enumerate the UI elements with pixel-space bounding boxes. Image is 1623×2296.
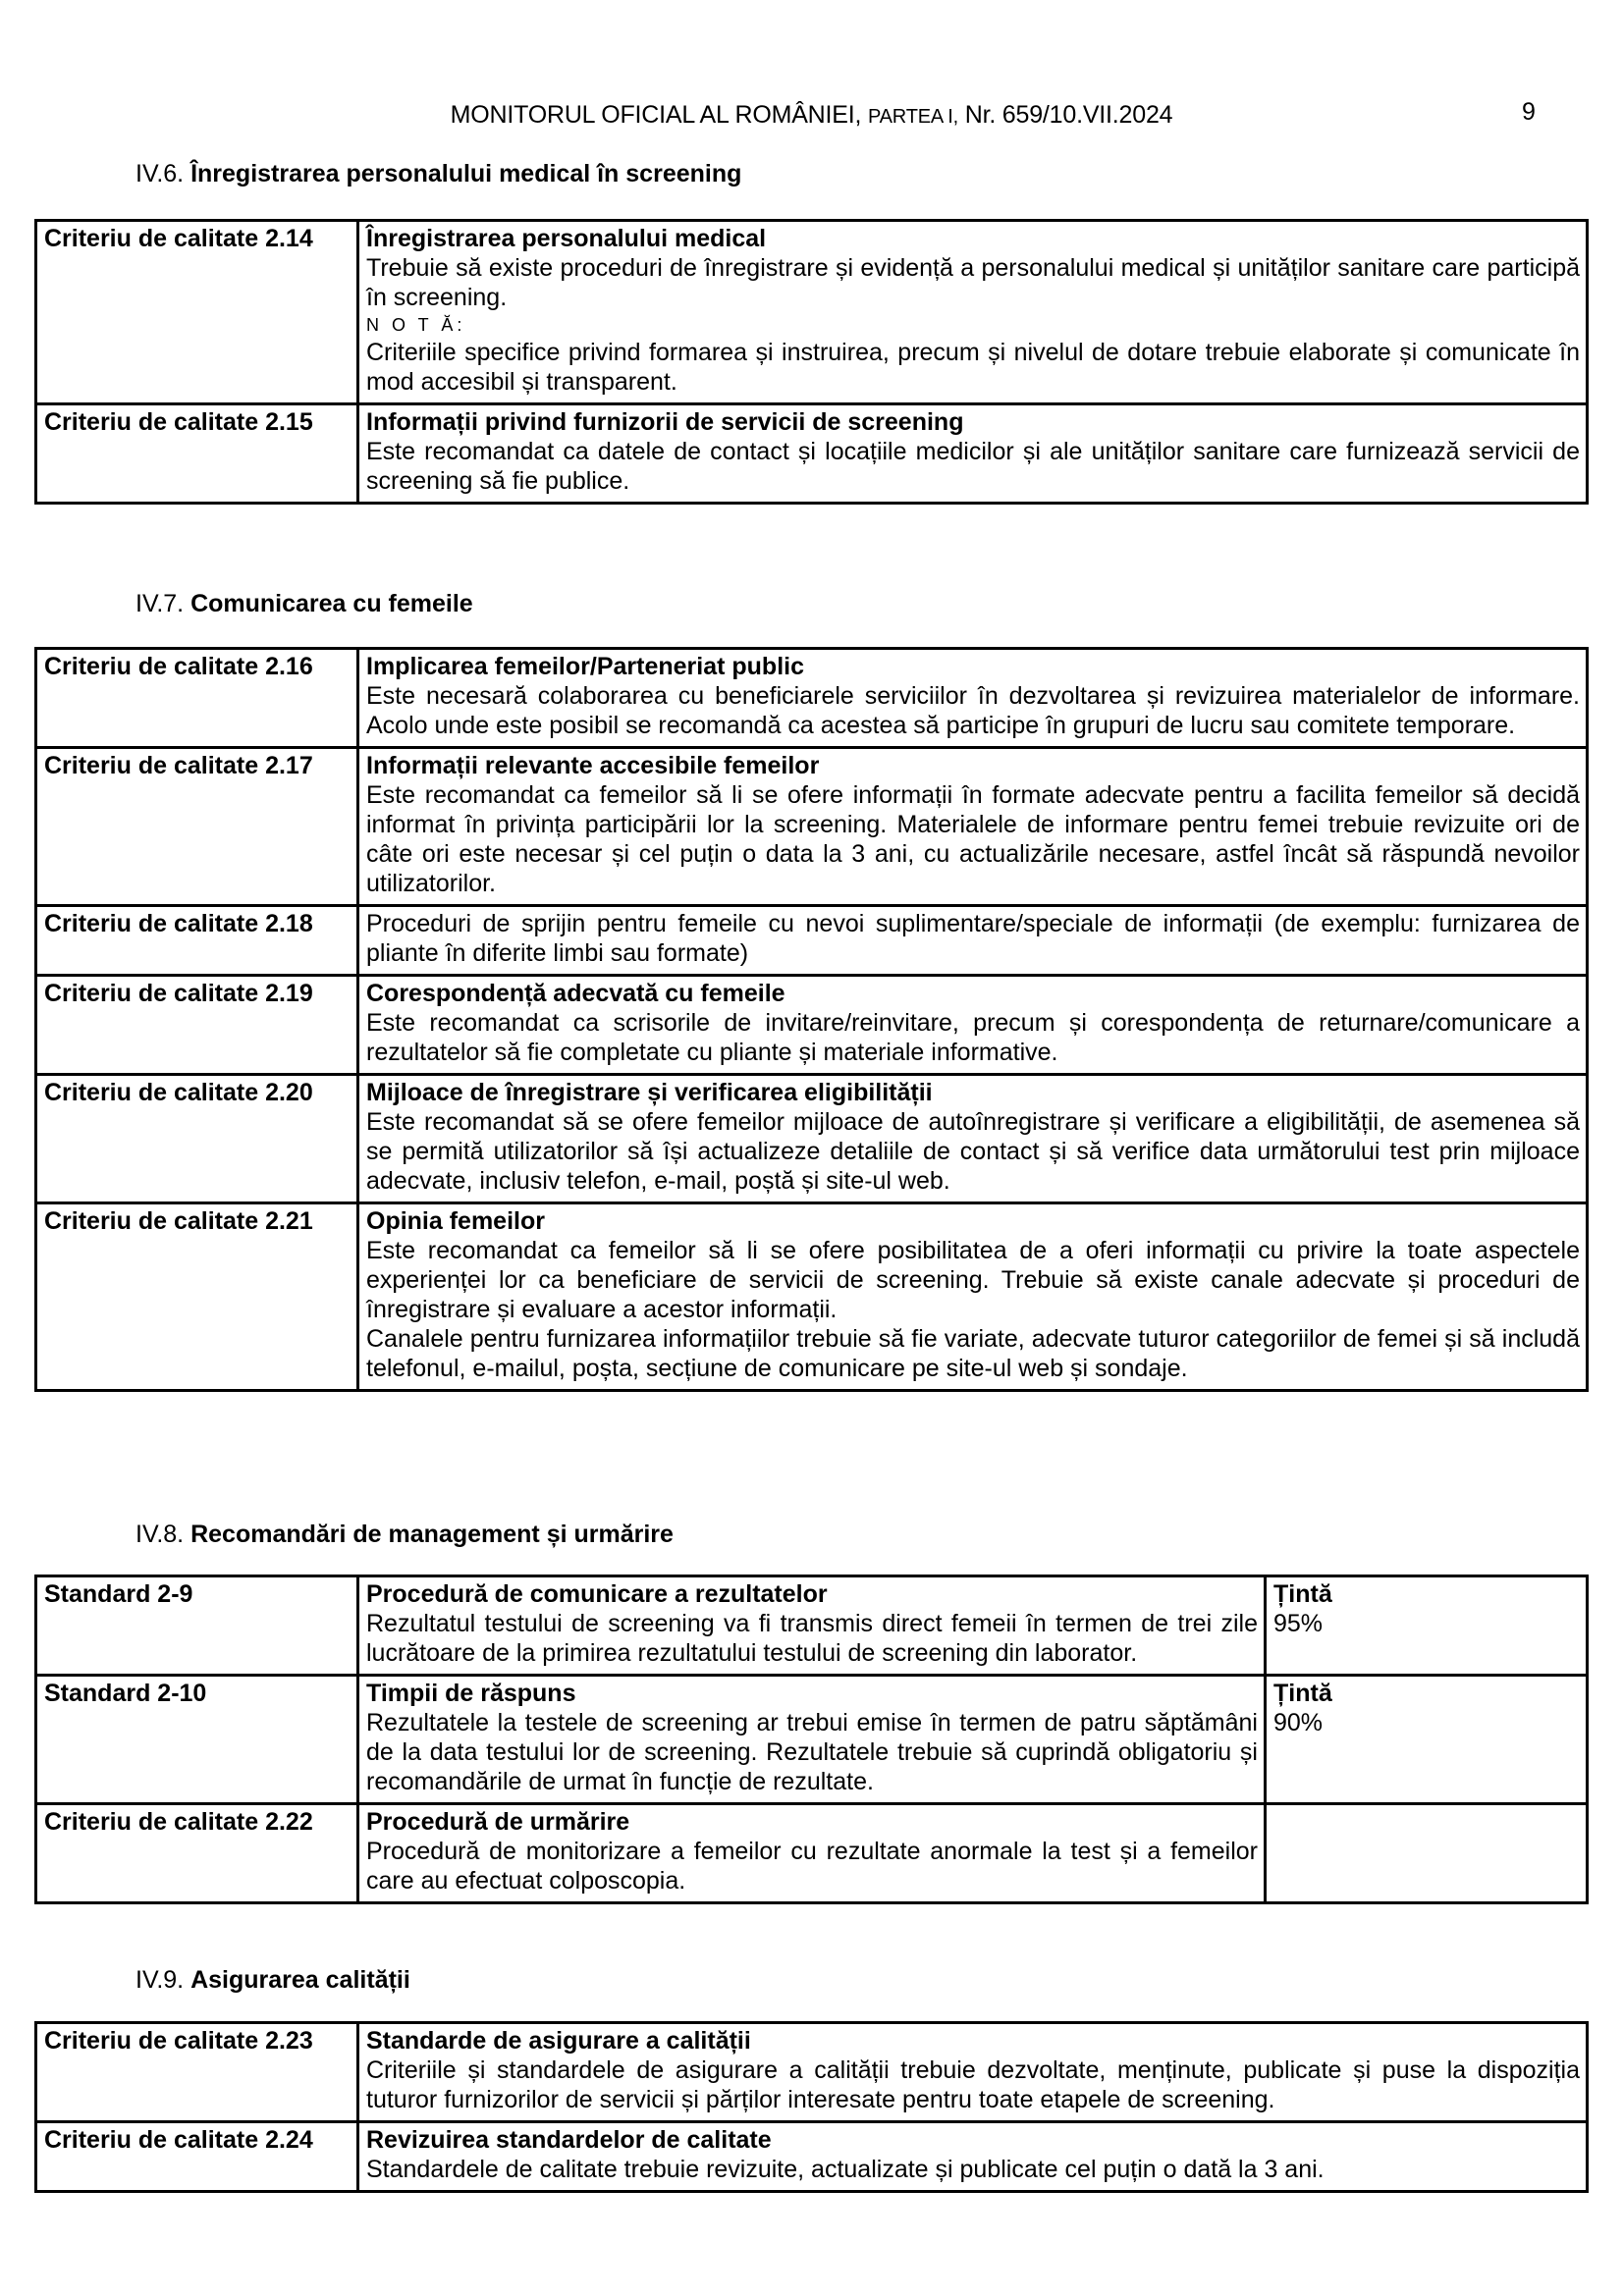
criterion-body: Este recomandat ca scrisorile de invitare/reinvitare, precum și corespondența de returnare/comunicare a rezultatelor să fie completate cu pliante și materiale informative. (366, 1009, 1580, 1066)
criterion-label: Criteriu de calitate 2.22 (36, 1804, 358, 1903)
criterion-body: Este recomandat ca datele de contact și locațiile medicilor și ale unităților sanitare care furnizează servicii de screening să fie publice. (366, 438, 1580, 495)
standard-body: Rezultatul testului de screening va fi transmis direct femeii în termen de trei zile lucrătoare de la primirea rezultatului testului de screening din laborator. (366, 1610, 1258, 1667)
criterion-content (358, 1075, 1588, 1203)
criterion-title: Implicarea femeilor/Parteneriat public (366, 653, 804, 680)
criterion-content (358, 649, 1588, 748)
criterion-body: Procedură de monitorizare a femeilor cu rezultate anormale la test și a femeilor care au efectuat colposcopia. (366, 1838, 1258, 1895)
target-label: Țintă (1273, 1580, 1332, 1608)
table-iv6 (34, 219, 1589, 505)
header-title: MONITORUL OFICIAL AL ROMÂNIEI, (450, 101, 862, 129)
criterion-label: Criteriu de calitate 2.20 (36, 1075, 358, 1203)
criterion-content (358, 221, 1588, 404)
criterion-title: Informații privind furnizorii de servicii de screening (366, 408, 964, 436)
target-label: Țintă (1273, 1680, 1332, 1707)
standard-body: Rezultatele la testele de screening ar trebui emise în termen de patru săptămâni de la data testului lor de screening. Rezultatele trebuie să cuprindă obligatoriu și recomandările de urmat în funcție de rezultate. (366, 1709, 1258, 1795)
page-header (0, 101, 1623, 130)
table-iv7 (34, 647, 1589, 1392)
criterion-title: Informații relevante accesibile femeilor (366, 752, 820, 779)
standard-title: Procedură de comunicare a rezultatelor (366, 1580, 828, 1608)
note-label: N O T Ă: (366, 315, 466, 335)
target-value: 90% (1273, 1709, 1324, 1736)
section-title-iv9 (135, 1966, 410, 1995)
criterion-title: Revizuirea standardelor de calitate (366, 2126, 772, 2154)
target-cell (1266, 1576, 1588, 1676)
section-number: IV.6. (135, 160, 185, 187)
criterion-label: Criteriu de calitate 2.21 (36, 1203, 358, 1391)
criterion-content (358, 976, 1588, 1075)
table-iv8 (34, 1575, 1589, 1904)
section-heading: Comunicarea cu femeile (190, 590, 473, 617)
table-row (36, 221, 1588, 404)
criterion-title: Standarde de asigurare a calității (366, 2027, 751, 2055)
table-row (36, 906, 1588, 976)
criterion-label: Criteriu de calitate 2.23 (36, 2023, 358, 2122)
criterion-title: Corespondență adecvată cu femeile (366, 980, 785, 1007)
criterion-content (358, 404, 1588, 504)
criterion-body: Standardele de calitate trebuie revizuite, actualizate și publicate cel puțin o dată la 3 ani. (366, 2156, 1325, 2183)
criterion-body: Este recomandat ca femeilor să li se ofere posibilitatea de a oferi informații cu privire la toate aspectele experienței lor ca beneficiare de servicii de screening. Trebuie să existe canale adecvate și proceduri de înregistrare și evaluare a acestor informații. (366, 1237, 1580, 1323)
criterion-label: Criteriu de calitate 2.14 (36, 221, 358, 404)
criterion-label: Criteriu de calitate 2.18 (36, 906, 358, 976)
header-part: PARTEA I, (868, 106, 958, 128)
standard-content (358, 1676, 1266, 1804)
section-title-iv8 (135, 1521, 674, 1549)
standard-content (358, 1576, 1266, 1676)
criterion-content (358, 1203, 1588, 1391)
criterion-body: Este recomandat ca femeilor să li se ofere informații în formate adecvate pentru a facilita femeilor să decidă informat în privința participării lor la screening. Materialele de informare pentru femei trebuie revizuite ori de câte ori este necesar și cel puțin o data la 3 ani, cu actualizările necesare, astfel încât să răspundă nevoilor utilizatorilor. (366, 781, 1580, 897)
table-row (36, 748, 1588, 906)
criterion-body-2: Canalele pentru furnizarea informațiilor trebuie să fie variate, adecvate tuturor categoriilor de femei și să includă telefonul, e-mailul, poșta, secțiune de comunicare pe site-ul web și sondaje. (366, 1325, 1580, 1382)
criterion-label: Criteriu de calitate 2.17 (36, 748, 358, 906)
criterion-content (358, 1804, 1266, 1903)
section-number: IV.8. (135, 1521, 185, 1548)
table-row (36, 1203, 1588, 1391)
criterion-body: Trebuie să existe proceduri de înregistrare și evidență a personalului medical și unităților sanitare care participă în screening. (366, 254, 1580, 311)
criterion-label: Criteriu de calitate 2.19 (36, 976, 358, 1075)
table-row (36, 404, 1588, 504)
section-heading: Recomandări de management și urmărire (190, 1521, 674, 1548)
criterion-content (358, 2023, 1588, 2122)
criterion-body: Proceduri de sprijin pentru femeile cu nevoi suplimentare/speciale de informații (de exemplu: furnizarea de pliante în diferite limbi sau formate) (366, 910, 1580, 967)
criterion-title: Înregistrarea personalului medical (366, 225, 767, 252)
table-row (36, 976, 1588, 1075)
criterion-content (358, 906, 1588, 976)
standard-title: Timpii de răspuns (366, 1680, 576, 1707)
note-body: Criteriile specifice privind formarea și instruirea, precum și nivelul de dotare trebuie elaborate și comunicate în mod accesibil și transparent. (366, 339, 1580, 396)
criterion-label: Criteriu de calitate 2.15 (36, 404, 358, 504)
page-number: 9 (1522, 98, 1536, 126)
section-number: IV.7. (135, 590, 185, 617)
table-row (36, 2122, 1588, 2192)
table-row (36, 649, 1588, 748)
section-title-iv6 (135, 160, 741, 188)
table-row (36, 1075, 1588, 1203)
criterion-content (358, 748, 1588, 906)
target-cell (1266, 1676, 1588, 1804)
section-title-iv7 (135, 590, 473, 618)
table-row (36, 1804, 1588, 1903)
criterion-body: Este recomandat să se ofere femeilor mijloace de autoînregistrare și verificare a eligibilității, de asemenea să se permită utilizatorilor să își actualizeze detaliile de contact și să verifice data următorului test prin mijloace adecvate, inclusiv telefon, e-mail, poștă și site-ul web. (366, 1108, 1580, 1195)
target-cell (1266, 1804, 1588, 1903)
criterion-body: Este necesară colaborarea cu beneficiarele serviciilor în dezvoltarea și revizuirea materialelor de informare. Acolo unde este posibil se recomandă ca acestea să participe în grupuri de lucru sau comitete temporare. (366, 682, 1580, 739)
table-row (36, 1576, 1588, 1676)
criterion-label: Criteriu de calitate 2.24 (36, 2122, 358, 2192)
criterion-title: Mijloace de înregistrare și verificarea eligibilității (366, 1079, 933, 1106)
criterion-label: Criteriu de calitate 2.16 (36, 649, 358, 748)
section-number: IV.9. (135, 1966, 185, 1994)
table-iv9 (34, 2021, 1589, 2193)
header-issue: Nr. 659/10.VII.2024 (964, 101, 1173, 129)
standard-label: Standard 2-10 (36, 1676, 358, 1804)
criterion-title: Opinia femeilor (366, 1207, 545, 1235)
section-heading: Înregistrarea personalului medical în screening (190, 160, 742, 187)
target-value: 95% (1273, 1610, 1324, 1637)
criterion-title: Procedură de urmărire (366, 1808, 630, 1836)
criterion-content (358, 2122, 1588, 2192)
standard-label: Standard 2-9 (36, 1576, 358, 1676)
table-row (36, 1676, 1588, 1804)
criterion-body: Criteriile și standardele de asigurare a calității trebuie dezvoltate, menținute, publicate și puse la dispoziția tuturor furnizorilor de servicii și părților interesate pentru toate etapele de screening. (366, 2056, 1580, 2113)
table-row (36, 2023, 1588, 2122)
section-heading: Asigurarea calității (190, 1966, 410, 1994)
